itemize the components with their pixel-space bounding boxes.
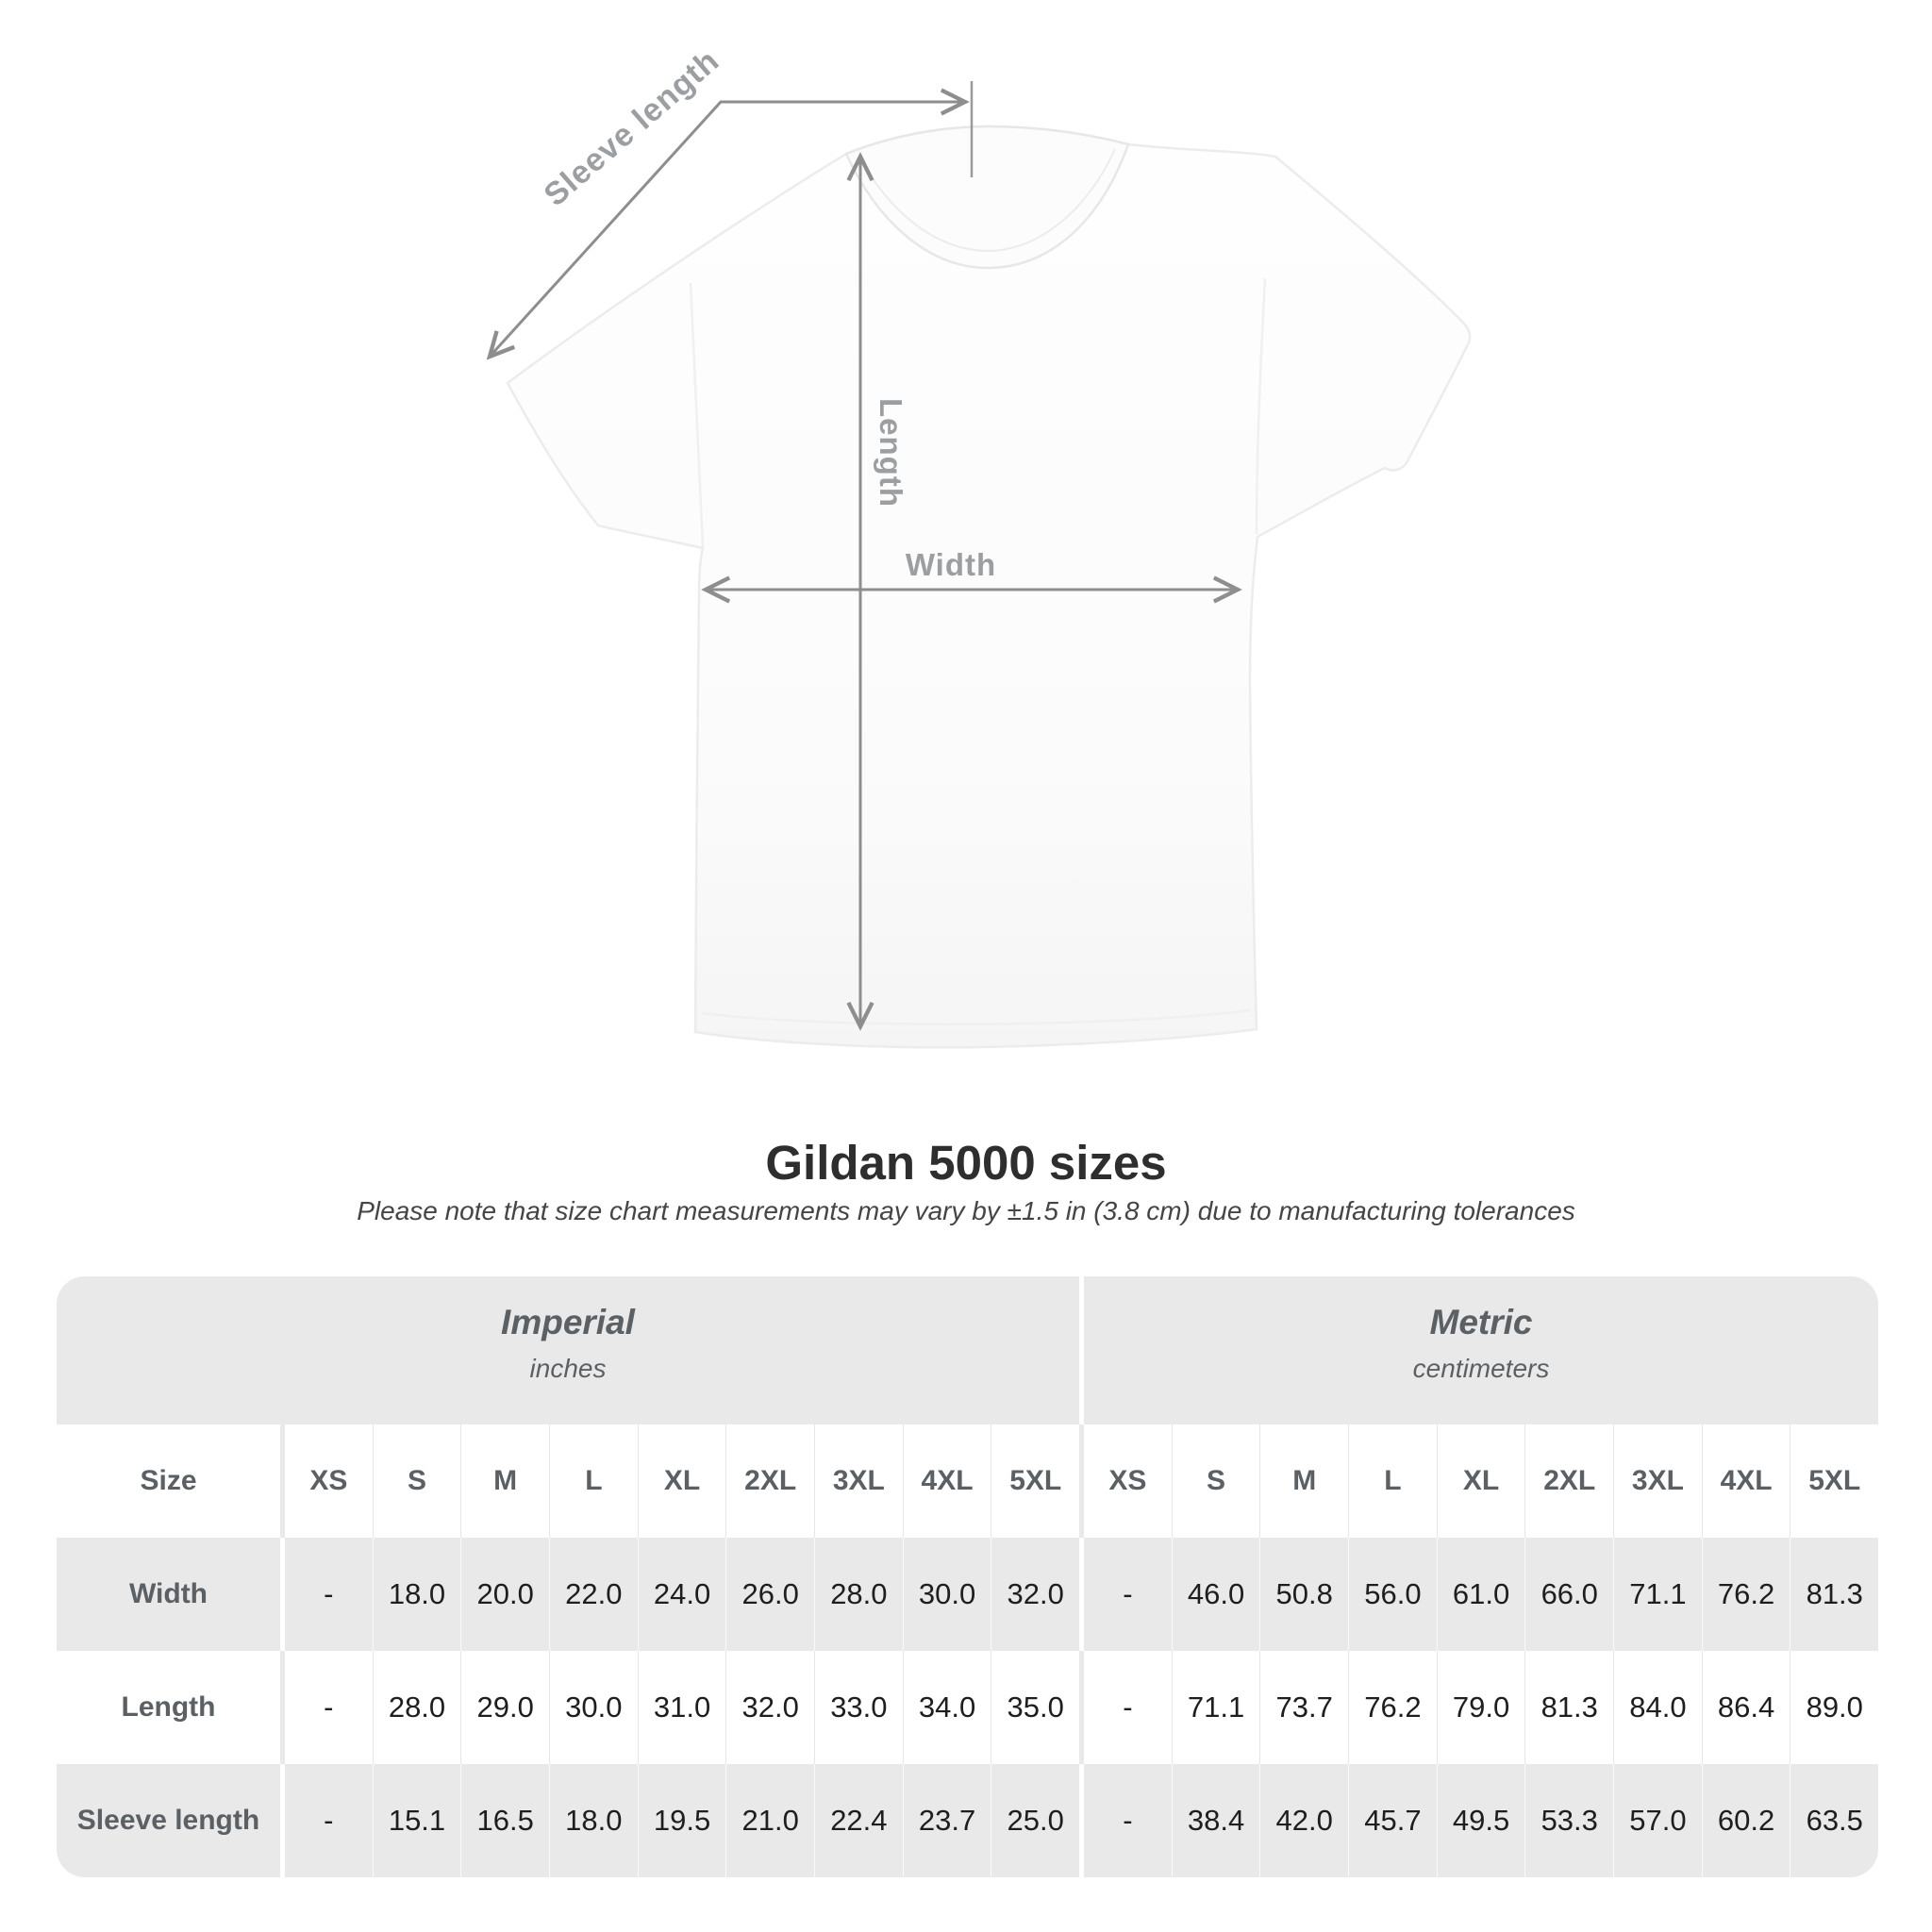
metric-group-unit: centimeters	[1412, 1353, 1550, 1383]
value-cell: 32.0	[991, 1538, 1079, 1651]
imperial-group-header	[57, 1276, 1079, 1424]
value-cell: 16.5	[460, 1764, 549, 1877]
value-cell: 71.1	[1613, 1538, 1702, 1651]
value-cell: -	[1079, 1538, 1172, 1651]
size-column-header: 2XL	[725, 1424, 814, 1538]
value-cell: 19.5	[638, 1764, 726, 1877]
row-label: Length	[121, 1691, 216, 1723]
row-label: Width	[128, 1578, 208, 1609]
value-cell: -	[280, 1538, 373, 1651]
table-row-width	[57, 1538, 1878, 1651]
value-cell: 89.0	[1790, 1651, 1878, 1764]
size-column-header: XL	[1437, 1424, 1525, 1538]
size-header-row	[57, 1424, 1878, 1538]
size-column-header: 4XL	[1702, 1424, 1790, 1538]
size-column-header: XS	[280, 1424, 373, 1538]
tolerance-note: Please note that size chart measurements may vary by ±1.5 in (3.8 cm) due to manufacturing tolerances	[357, 1196, 1575, 1225]
sleeve-length-dimension-label: Sleeve length	[537, 42, 726, 214]
page-title: Gildan 5000 sizes	[765, 1136, 1167, 1190]
value-cell: 18.0	[373, 1538, 461, 1651]
value-cell: 22.0	[549, 1538, 638, 1651]
value-cell: 30.0	[549, 1651, 638, 1764]
value-cell: 25.0	[991, 1764, 1079, 1877]
size-column-header: 3XL	[1613, 1424, 1702, 1538]
value-cell: 34.0	[903, 1651, 991, 1764]
value-cell: 26.0	[725, 1538, 814, 1651]
value-cell: 71.1	[1172, 1651, 1260, 1764]
value-cell: 50.8	[1259, 1538, 1348, 1651]
table-row-sleeve-length	[57, 1764, 1878, 1877]
value-cell: 49.5	[1437, 1764, 1525, 1877]
size-column-header: 4XL	[903, 1424, 991, 1538]
value-cell: 60.2	[1702, 1764, 1790, 1877]
value-cell: 84.0	[1613, 1651, 1702, 1764]
size-column-header: M	[1259, 1424, 1348, 1538]
size-column-header: L	[1348, 1424, 1437, 1538]
value-cell: 22.4	[814, 1764, 903, 1877]
size-column-header: L	[549, 1424, 638, 1538]
value-cell: 86.4	[1702, 1651, 1790, 1764]
length-dimension-label: Length	[874, 398, 908, 508]
size-table	[57, 1276, 1878, 1877]
value-cell: 30.0	[903, 1538, 991, 1651]
value-cell: 20.0	[460, 1538, 549, 1651]
value-cell: 61.0	[1437, 1538, 1525, 1651]
table-row-length	[57, 1651, 1878, 1764]
value-cell: 81.3	[1524, 1651, 1613, 1764]
value-cell: 63.5	[1790, 1764, 1878, 1877]
size-column-header: 2XL	[1524, 1424, 1613, 1538]
value-cell: -	[1079, 1764, 1172, 1877]
value-cell: 15.1	[373, 1764, 461, 1877]
row-label: Sleeve length	[76, 1805, 260, 1836]
value-cell: 76.2	[1348, 1651, 1437, 1764]
value-cell: 24.0	[638, 1538, 726, 1651]
value-cell: 42.0	[1259, 1764, 1348, 1877]
value-cell: 81.3	[1790, 1538, 1878, 1651]
metric-group-header	[1079, 1276, 1878, 1424]
value-cell: -	[280, 1764, 373, 1877]
value-cell: 35.0	[991, 1651, 1079, 1764]
value-cell: 28.0	[814, 1538, 903, 1651]
size-column-header: XL	[638, 1424, 726, 1538]
value-cell: -	[1079, 1651, 1172, 1764]
value-cell: 23.7	[903, 1764, 991, 1877]
value-cell: 28.0	[373, 1651, 461, 1764]
value-cell: 18.0	[549, 1764, 638, 1877]
value-cell: 66.0	[1524, 1538, 1613, 1651]
value-cell: 32.0	[725, 1651, 814, 1764]
value-cell: 57.0	[1613, 1764, 1702, 1877]
size-column-header: M	[460, 1424, 549, 1538]
value-cell: 56.0	[1348, 1538, 1437, 1651]
size-header-label: Size	[140, 1465, 197, 1496]
metric-group-name: Metric	[1429, 1302, 1533, 1341]
size-column-header: 5XL	[991, 1424, 1079, 1538]
value-cell: 45.7	[1348, 1764, 1437, 1877]
size-column-header: 5XL	[1790, 1424, 1878, 1538]
value-cell: 31.0	[638, 1651, 726, 1764]
width-dimension-label: Width	[905, 547, 997, 582]
value-cell: 46.0	[1172, 1538, 1260, 1651]
size-column-header: S	[1172, 1424, 1260, 1538]
size-column-header: S	[373, 1424, 461, 1538]
value-cell: -	[280, 1651, 373, 1764]
value-cell: 73.7	[1259, 1651, 1348, 1764]
unit-group-header-row	[57, 1276, 1878, 1424]
value-cell: 21.0	[725, 1764, 814, 1877]
value-cell: 38.4	[1172, 1764, 1260, 1877]
value-cell: 33.0	[814, 1651, 903, 1764]
value-cell: 29.0	[460, 1651, 549, 1764]
size-column-header: XS	[1079, 1424, 1172, 1538]
value-cell: 53.3	[1524, 1764, 1613, 1877]
imperial-group-unit: inches	[529, 1353, 607, 1383]
value-cell: 76.2	[1702, 1538, 1790, 1651]
size-column-header: 3XL	[814, 1424, 903, 1538]
value-cell: 79.0	[1437, 1651, 1525, 1764]
imperial-group-name: Imperial	[501, 1302, 635, 1341]
